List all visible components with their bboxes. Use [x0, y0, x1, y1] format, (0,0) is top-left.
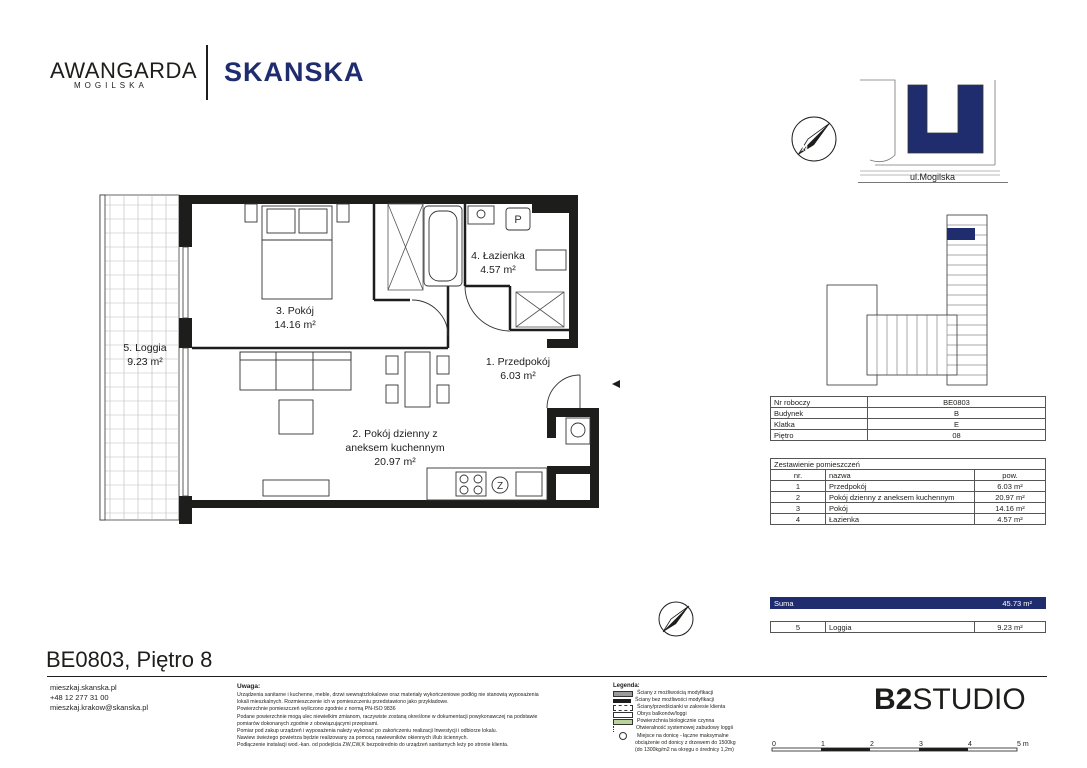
svg-text:P: P: [514, 214, 522, 226]
sum-bar: [770, 597, 1046, 609]
building-key-plan: [822, 210, 1002, 390]
contact-block: [50, 683, 148, 713]
scale-tick-label: 3: [919, 741, 923, 748]
info-table: [770, 396, 1046, 441]
info-row: Klatka E: [771, 419, 1046, 430]
developer-logo: SKANSKA: [224, 57, 365, 87]
summary-table: [770, 458, 1046, 525]
scale-tick-label: 1: [821, 741, 825, 748]
contact-email[interactable]: mieszkaj.krakow@skanska.pl: [50, 703, 149, 712]
unit-title: BE0803, Piętro 8: [46, 647, 213, 672]
brand-name: AWANGARDA: [50, 58, 198, 83]
north-arrow-icon: [790, 115, 838, 163]
scale-tick-label: 2: [870, 741, 874, 748]
svg-text:Z: Z: [496, 481, 504, 492]
sum-label: Suma: [774, 598, 794, 608]
brand-subtitle: MOGILSKA: [74, 81, 148, 90]
footer-divider: [47, 676, 1047, 677]
room-label-bathroom: 4. Łazienka 4.57 m²: [471, 250, 525, 276]
scale-bar: [770, 738, 1030, 760]
scale-tick-label: 0: [772, 741, 776, 748]
room-label-hall: 1. Przedpokój 6.03 m²: [485, 356, 551, 382]
bed: [245, 204, 349, 299]
scale-tick-label: 5 m: [1017, 741, 1029, 748]
notes-title: Uwaga:: [237, 683, 261, 690]
sum-value: 45.73 m²: [1002, 598, 1032, 608]
street-line: [858, 182, 1008, 183]
summary-header: nr. nazwa pow.: [771, 470, 1046, 481]
legend-title: Legenda:: [613, 683, 640, 689]
legend-block: Ściany z możliwością modyfikacji Ściany bez możliwości modyfikacji Ściany/przedścianki w zakresie klienta Obrys balkonów/loggi Powierzchnia biologicznie czynna Otwieralność systemowej zabudowy loggii Miejsce na donicę - łączne maksymalne obciążenie od donicy z drzewem do 1500kg (do 1300kg/m2 na okręgu o średnicy 1,2m): [613, 690, 736, 754]
info-row: Piętro 08: [771, 430, 1046, 441]
scale-tick-label: 4: [968, 741, 972, 748]
north-arrow-small-icon: [657, 600, 695, 638]
summary-row: 4 Łazienka 4.57 m²: [771, 514, 1046, 525]
notes-block: Urządzenia sanitarne i kuchenne, meble, drzwi wewnątrzlokalowe oraz materiały wykończeniowe podłóg nie stanowią wyposażenia lokali mieszkalnych. Rozmieszczenie ich w pomieszczeniu przedstawiono jako przykładowe. Powierzchnie pomieszczeń wyliczono zgodnie z normą PN-ISO 9836 Podane powierzchnie mogą ulec niewielkim zmianom, raczywiste zostaną określone w dokumentacji powykonawczej na podstawie pomiarów dokonanych zgodnie z obowiązującymi przepisami. Pomiar pod zakup urządzeń i wyposażenia należy wykonać po zakończeniu realizacji Inwestycji i odbiorze lokalu. Nawiew świeżego powietrza będzie realizowany za pomocą nawiewników okiennych i/lub ściennych. Podłączenie instalacji wod.-kan. od podejścia ZW,CW,K bezpośrednio do urządzeń sanitarnych leży po stronie klienta.: [237, 692, 539, 749]
site-map: [855, 75, 1005, 185]
loggia-row: 5 Loggia 9.23 m²: [771, 622, 1046, 633]
studio-logo: B2STUDIO: [874, 683, 1026, 716]
north-label: N: [802, 144, 808, 153]
loggia-table: [770, 621, 1046, 633]
info-row: Nr roboczy BE0803: [771, 397, 1046, 408]
sofa: [240, 352, 351, 496]
room-label-living: 2. Pokój dzienny z aneksem kuchennym 20.97 m²: [345, 428, 445, 468]
contact-website[interactable]: mieszkaj.skanska.pl: [50, 683, 117, 692]
summary-row: 1 Przedpokój 6.03 m²: [771, 481, 1046, 492]
summary-row: 3 Pokój 14.16 m²: [771, 503, 1046, 514]
street-label: ul.Mogilska: [910, 172, 956, 182]
dining-table: [386, 352, 449, 407]
room-label-loggia: 5. Loggia 9.23 m²: [123, 342, 167, 368]
summary-title: Zestawienie pomieszczeń: [771, 459, 1046, 470]
room-label-bedroom: 3. Pokój 14.16 m²: [274, 305, 316, 331]
info-row: Budynek B: [771, 408, 1046, 419]
summary-row: 2 Pokój dzienny z aneksem kuchennym 20.97 m²: [771, 492, 1046, 503]
contact-phone[interactable]: +48 12 277 31 00: [50, 693, 109, 702]
